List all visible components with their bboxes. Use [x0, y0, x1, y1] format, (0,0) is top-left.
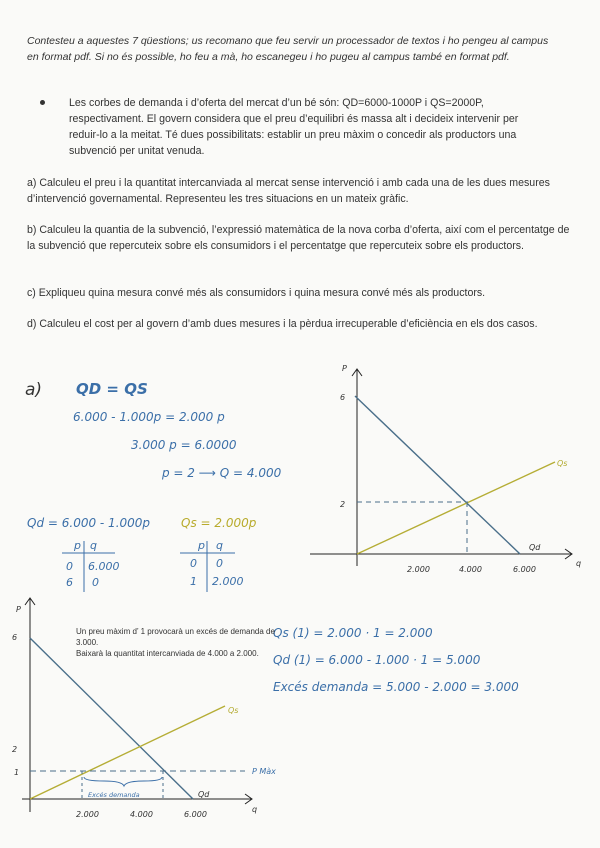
demand-table-header-q: q [90, 539, 97, 552]
question-c: c) Expliqueu quina mesura convé més als consumidors i quina mesura convé més als productors. [27, 287, 486, 299]
g1-xtick-2000: 2.000 [407, 565, 430, 574]
part-a-label: a) [25, 380, 43, 400]
g1-xtick-6000: 6.000 [513, 565, 536, 574]
g2-p-label: P [16, 605, 21, 614]
supply-table-header-q: q [216, 539, 223, 552]
price-cap-graph [12, 598, 276, 819]
equation-result: p = 2 ⟶ Q = 4.000 [162, 466, 282, 480]
question-a: a) Calculeu el preu i la quantitat intercanviada al mercat sense intervenció i amb cada una de les dues mesures d’intervenció governamental. Representeu les tres situacions en un mateix gràfic. [27, 177, 550, 205]
supply-table-header-p: p [198, 539, 205, 552]
g2-q-label: q [252, 805, 258, 814]
demand-table-cell: 6.000 [88, 560, 120, 573]
g1-supply-curve [357, 462, 555, 554]
g1-qs-label: Qs [557, 459, 568, 468]
demand-expression: Qd = 6.000 - 1.000p [27, 516, 151, 530]
supply-at-1: Qs (1) = 2.000 · 1 = 2.000 [273, 626, 433, 640]
supply-expression: Qs = 2.000p [181, 516, 257, 530]
g2-excess-label: Excés demanda [88, 791, 140, 799]
g1-q-label: q [576, 559, 582, 568]
equation-step-1: 6.000 - 1.000p = 2.000 p [73, 410, 225, 424]
g2-ytick-6: 6 [12, 633, 18, 642]
g2-ytick-1: 1 [14, 768, 20, 777]
supply-table-cell: 1 [190, 575, 197, 588]
g2-supply-curve [30, 706, 225, 799]
question-b: b) Calculeu la quantia de la subvenció, l’expressió matemàtica de la nova corba d’oferta, així com el percentatge de la subvenció que repercuteix sobre els consumidors i el percentatge que repercuteix sobre els productors. [27, 224, 570, 252]
g2-xtick-6000: 6.000 [184, 810, 207, 819]
g1-qd-label: Qd [529, 543, 541, 552]
price-cap-note-line1: Un preu màxim d’ 1 provocarà un excés de demanda de 3.000. [76, 627, 275, 647]
bullet-text: Les corbes de demanda i d’oferta del mercat d’un bé són: QD=6000-1000P i QS=2000P, respectivament. El govern considera que el preu d’equilibri és massa alt i decideix intervenir per reduir-lo a la meitat. Té dues possibilitats: establir un preu màxim o concedir als productors una subvenció per unitat venuda. [69, 97, 519, 157]
equilibrium-graph [310, 364, 581, 574]
g1-ytick-6: 6 [340, 393, 346, 402]
g2-demand-curve [30, 638, 193, 799]
demand-at-1: Qd (1) = 6.000 - 1.000 · 1 = 5.000 [273, 653, 481, 667]
excess-demand-calc: Excés demanda = 5.000 - 2.000 = 3.000 [273, 680, 519, 694]
g2-ytick-2: 2 [12, 745, 18, 754]
question-d: d) Calculeu el cost per al govern d’amb dues mesures i la pèrdua irrecuperable d’eficiència en els dos casos. [27, 318, 538, 330]
price-cap-note-line2: Baixarà la quantitat intercanviada de 4.000 a 2.000. [76, 649, 259, 658]
demand-table-cell: 0 [66, 560, 73, 573]
g1-demand-curve [355, 396, 520, 554]
equation-step-2: 3.000 p = 6.0000 [131, 438, 237, 452]
supply-table-cell: 2.000 [212, 575, 244, 588]
supply-table-cell: 0 [190, 557, 197, 570]
g1-p-label: P [342, 364, 347, 373]
g2-qd-label: Qd [198, 790, 210, 799]
g2-xtick-4000: 4.000 [130, 810, 153, 819]
demand-table-cell: 0 [92, 576, 99, 589]
equilibrium-condition: QD = QS [76, 380, 148, 398]
g2-qs-label: Qs [228, 706, 239, 715]
g2-excess-brace [84, 777, 162, 786]
demand-table-header-p: p [74, 539, 81, 552]
demand-table-cell: 6 [66, 576, 73, 589]
g1-xtick-4000: 4.000 [459, 565, 482, 574]
g1-ytick-2: 2 [340, 500, 346, 509]
supply-table-cell: 0 [216, 557, 223, 570]
g2-pmax-label: P Màx [252, 767, 276, 776]
intro-text: Contesteu a aquestes 7 qüestions; us recomano que feu servir un processador de textos i ho pengeu al campus en format pdf. Si no és possible, ho feu a mà, ho escanegeu i ho pugeu al campus també en format pdf. [27, 35, 549, 63]
g2-xtick-2000: 2.000 [76, 810, 99, 819]
table-rules [62, 541, 235, 592]
